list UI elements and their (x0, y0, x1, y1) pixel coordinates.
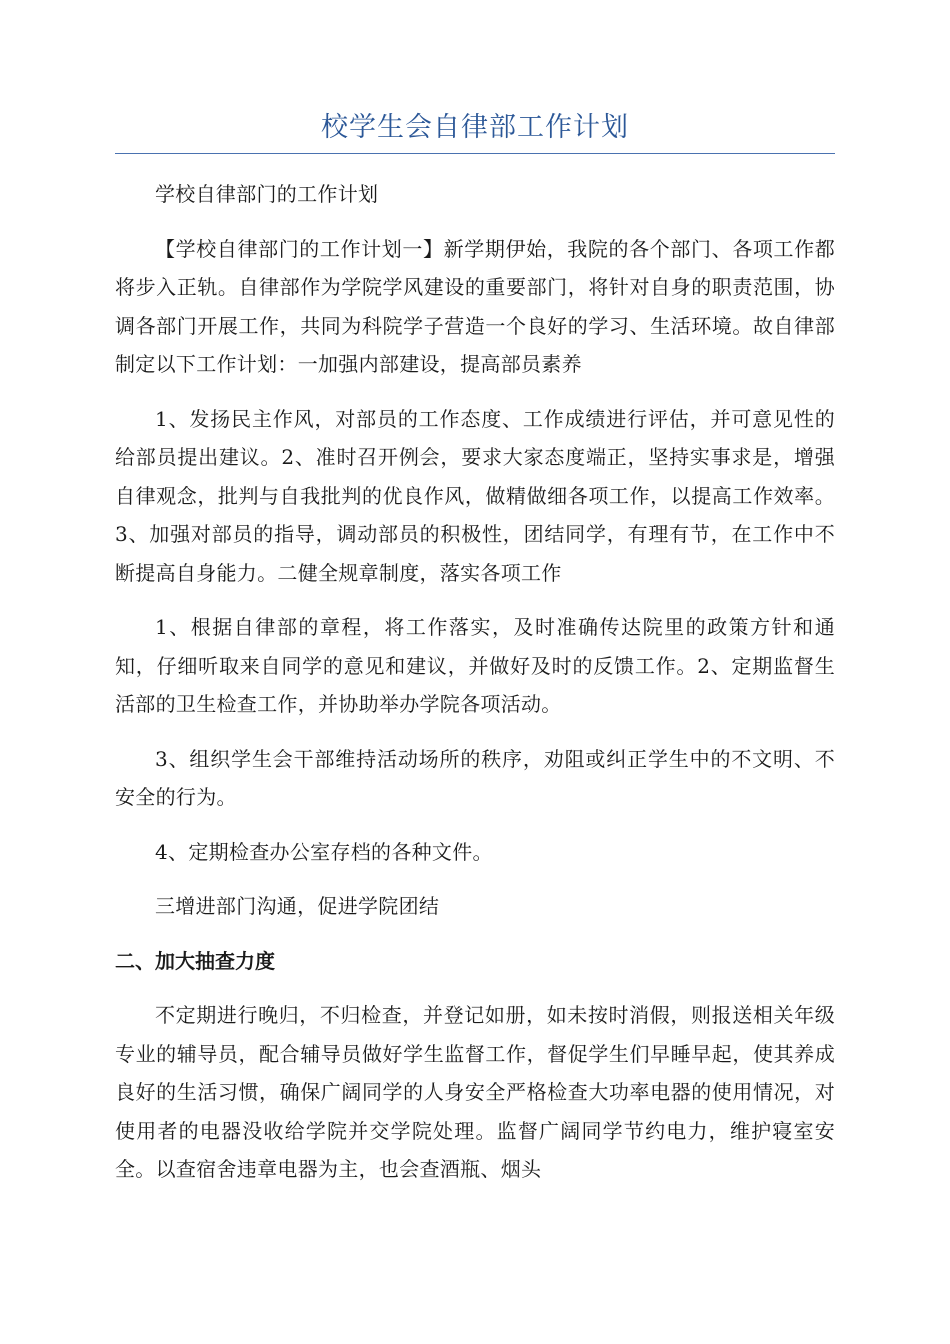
paragraph-order: 3、组织学生会干部维持活动场所的秩序，劝阻或纠正学生中的不文明、不安全的行为。 (115, 746, 835, 809)
section-heading: 二、加大抽查力度 (115, 948, 275, 973)
document-body (115, 175, 835, 1205)
paragraph-internal-building: 1、发扬民主作风，对部员的工作态度、工作成绩进行评估，并可意见性的给部员提出建议。2、准时召开例会，要求大家态度端正，坚持实事求是，增强自律观念，批判与自我批判的优良作风，做精做细各项工作，以提高工作效率。3、加强对部员的指导，调动部员的积极性，团结同学，有理有节，在工作中不断提高自身能力。二健全规章制度，落实各项工作 (115, 406, 835, 585)
paragraph-documents: 4、定期检查办公室存档的各种文件。 (155, 839, 493, 864)
title-underline (115, 153, 835, 154)
document-title: 校学生会自律部工作计划 (321, 112, 629, 143)
paragraph-inspection: 不定期进行晚归，不归检查，并登记如册，如未按时消假，则报送相关年级专业的辅导员，配合辅导员做好学生监督工作，督促学生们早睡早起，使其养成良好的生活习惯，确保广阔同学的人身安全严格检查大功率电器的使用情况，对使用者的电器没收给学院并交学院处理。监督广阔同学节约电力，维护寝室安全。以查宿舍违章电器为主，也会查酒瓶、烟头 (115, 1003, 835, 1181)
paragraph-regulations: 1、根据自律部的章程，将工作落实，及时准确传达院里的政策方针和通知，仔细听取来自同学的意见和建议，并做好及时的反馈工作。2、定期监督生活部的卫生检查工作，并协助举办学院各项活动。 (115, 615, 835, 716)
paragraph-intro: 【学校自律部门的工作计划一】新学期伊始，我院的各个部门、各项工作都将步入正轨。自律部作为学院学风建设的重要部门，将针对自身的职责范围，协调各部门开展工作，共同为科院学子营造一个良好的学习、生活环境。故自律部制定以下工作计划：一加强内部建设，提高部员素养 (115, 236, 835, 376)
paragraph-communication: 三增进部门沟通，促进学院团结 (155, 894, 440, 918)
paragraph-subtitle: 学校自律部门的工作计划 (155, 182, 379, 206)
